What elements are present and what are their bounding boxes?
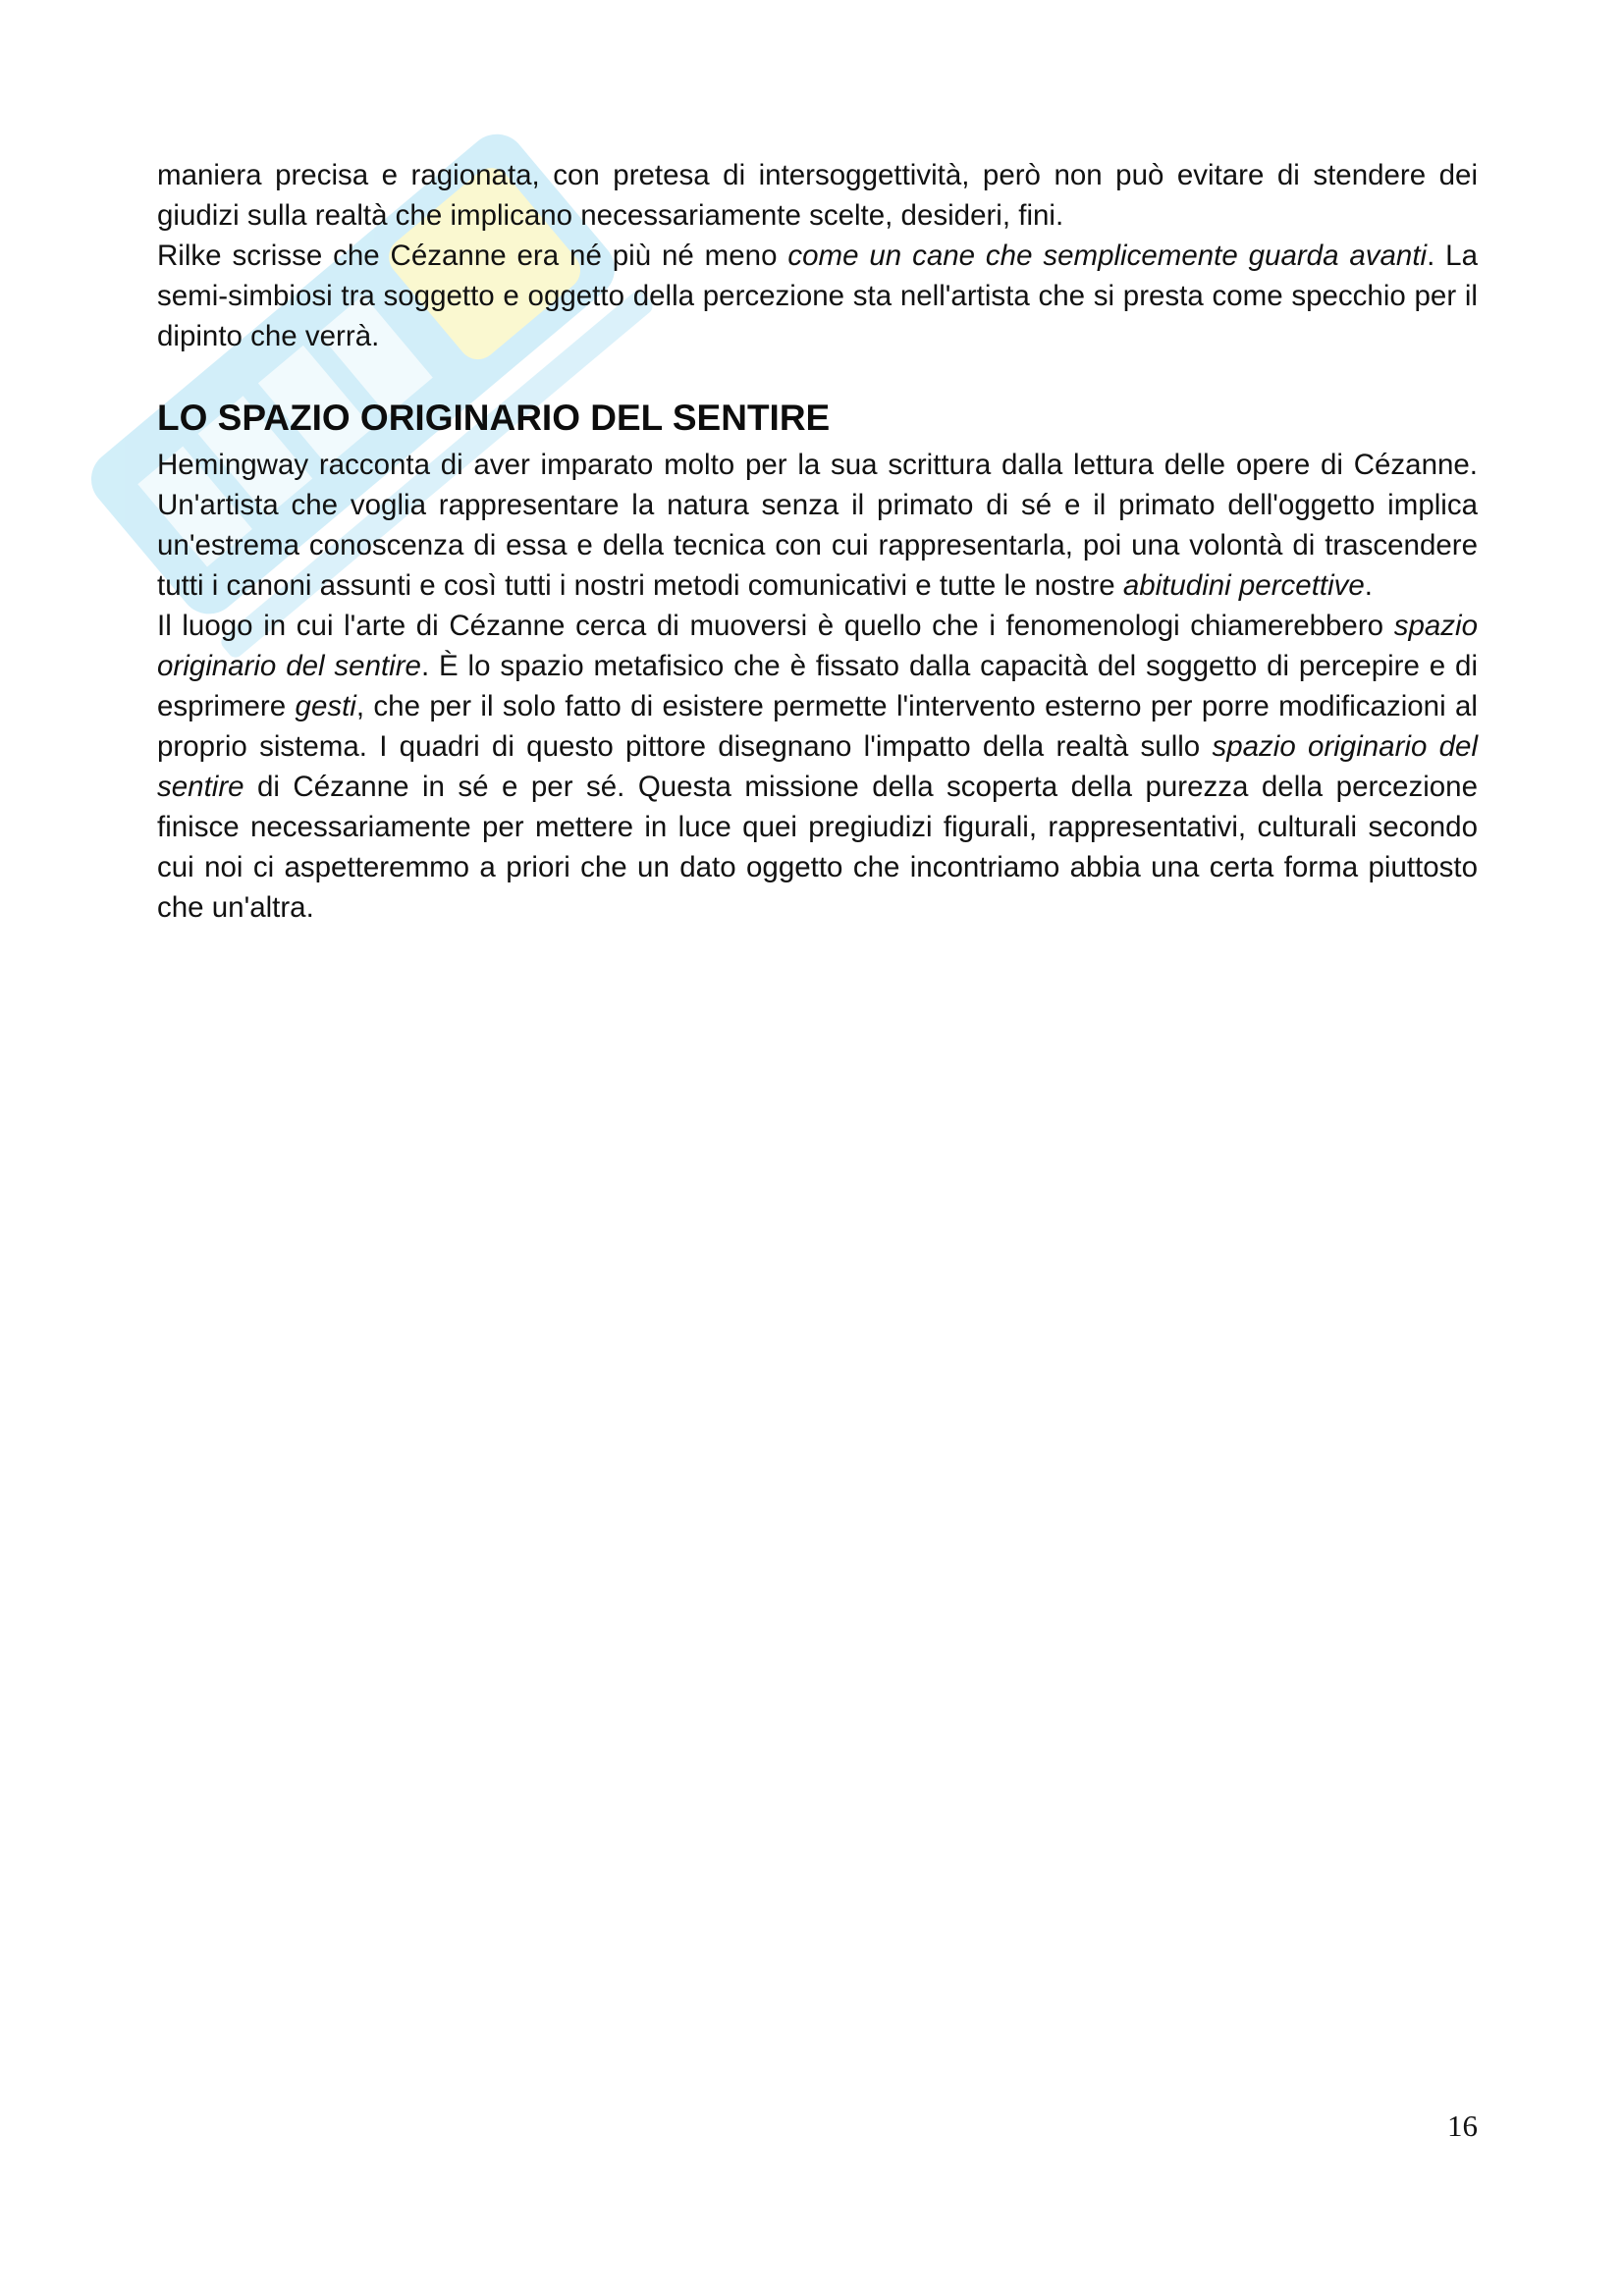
text-segment: , che per il solo fatto di esistere permette l'intervento esterno per porre modificazioni al proprio sistema. I quadri di questo pittore disegnano l'impatto della realtà sullo: [157, 690, 1478, 763]
text-segment: di Cézanne in sé e per sé. Questa missione della scoperta della purezza della percezione finisce necessariamente per mettere in luce quei pregiudizi figurali, rappresentativi, culturali secondo cui noi ci aspetteremmo a priori che un dato oggetto che incontriamo abbia una certa forma piuttosto che un'altra.: [157, 771, 1478, 924]
text-segment: .: [1364, 569, 1373, 602]
italic-text: gesti: [295, 690, 356, 722]
paragraph: [157, 606, 1478, 928]
italic-text: come un cane che semplicemente guarda avanti: [787, 240, 1428, 272]
text-segment: maniera precisa e ragionata, con pretesa di intersoggettività, però non può evitare di stendere dei giudizi sulla realtà che implicano necessariamente scelte, desideri, fini.: [157, 159, 1478, 232]
section-heading: LO SPAZIO ORIGINARIO DEL SENTIRE: [157, 398, 831, 438]
text-segment: . La semi-simbiosi tra soggetto e oggetto della percezione sta nell'artista che si presta come specchio per il dipinto che verrà.: [157, 240, 1478, 352]
page-number: 16: [1447, 2109, 1478, 2143]
text-segment: . È lo spazio metafisico che è fissato dalla capacità del soggetto di percepire e di esprimere: [157, 650, 1478, 722]
paragraph: [157, 155, 1478, 236]
section-paragraphs: [157, 445, 1478, 928]
text-segment: Il luogo in cui l'arte di Cézanne cerca di muoversi è quello che i fenomenologi chiamerebbero: [157, 610, 1394, 642]
document-body: [157, 155, 1478, 928]
paragraph: [157, 236, 1478, 356]
text-segment: Hemingway racconta di aver imparato molto per la sua scrittura dalla lettura delle opere di Cézanne. Un'artista che voglia rappresentare la natura senza il primato di sé e il primato dell'oggetto implica un'estrema conoscenza di essa e della tecnica con cui rappresentarla, poi una volontà di trascendere tutti i canoni assunti e così tutti i nostri metodi comunicativi e tutte le nostre: [157, 449, 1478, 602]
italic-text: abitudini percettive: [1122, 569, 1365, 602]
italic-text: spazio originario del sentire: [157, 610, 1478, 682]
text-segment: Rilke scrisse che Cézanne era né più né meno: [157, 240, 788, 272]
italic-text: spazio originario del sentire: [157, 730, 1479, 803]
intro-paragraphs: [157, 155, 1478, 356]
paragraph: [157, 445, 1478, 606]
